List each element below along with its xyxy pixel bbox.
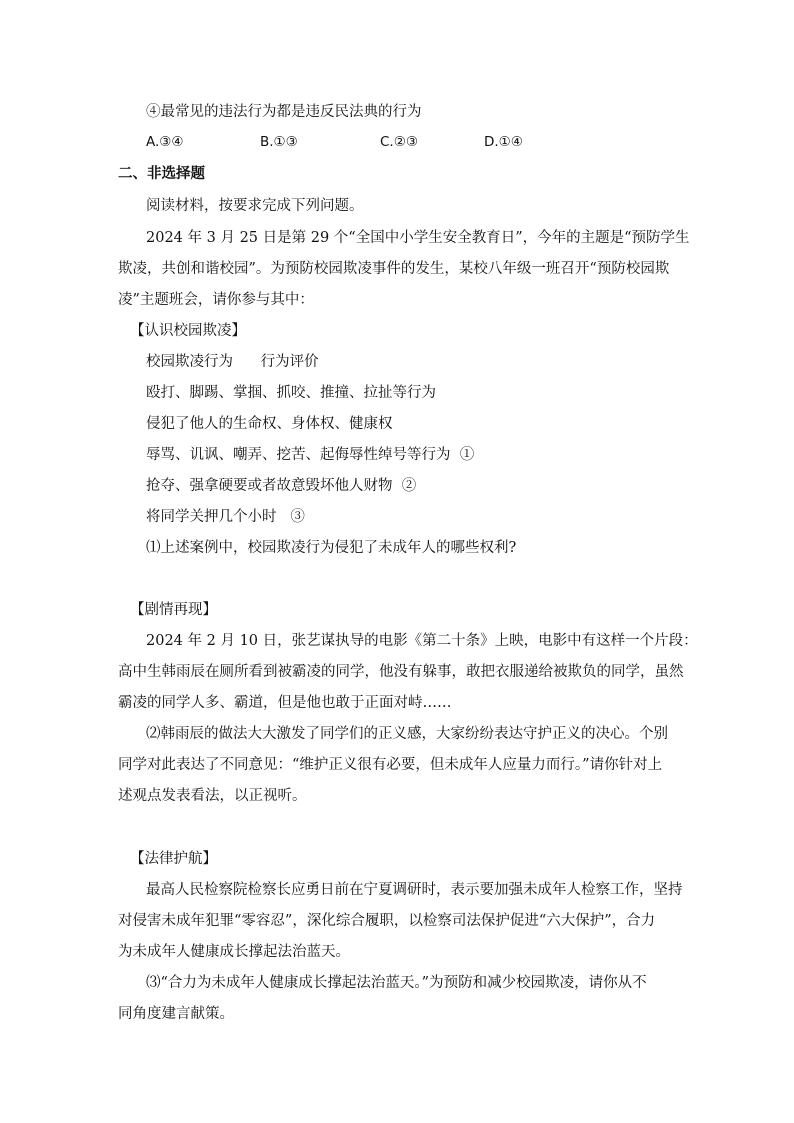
law-line: 对侵害未成年犯罪“零容忍”，深化综合履职，以检察司法保护促进“六大保护”，合力 [118, 913, 656, 929]
table-row: 抢夺、强拿硬要或者故意毁坏他人财物 ② [146, 478, 417, 494]
table-row: 侵犯了他人的生命权、身体权、健康权 [146, 416, 393, 432]
option-b: B.①③ [260, 134, 298, 150]
question-2-line: 同学对此表达了不同意见：“维护正义很有必要，但未成年人应量力而行。”请你针对上 [118, 757, 663, 773]
intro-line: 2024 年 3 月 25 日是第 29 个“全国中小学生安全教育日”，今年的主题是“预防学生 [146, 230, 690, 246]
question-3-line: ⑶“合力为未成年人健康成长撑起法治蓝天。”为预防和减少校园欺凌，请你从不 [146, 975, 647, 991]
question-3-line: 同角度建言献策。 [118, 1006, 234, 1022]
table-row: 殴打、脚踢、掌掴、抓咬、推撞、拉扯等行为 [146, 385, 436, 401]
table-row: 辱骂、讥讽、嘲弄、挖苦、起侮辱性绰号等行为 ① [146, 447, 475, 463]
option-d: D.①④ [484, 134, 523, 150]
statement-4: ④最常见的违法行为都是违反民法典的行为 [146, 104, 422, 120]
story-line: 霸凌的同学人多、霸道，但是他也敢于正面对峙…… [118, 695, 452, 711]
part2-title: 【剧情再现】 [130, 602, 217, 618]
table-header: 校园欺凌行为 行为评价 [146, 354, 319, 370]
option-a: A.③④ [146, 134, 184, 150]
option-c: C.②③ [380, 134, 418, 150]
question-1: ⑴上述案例中，校园欺凌行为侵犯了未成年人的哪些权利? [146, 540, 517, 556]
law-line: 最高人民检察院检察长应勇日前在宁夏调研时，表示要加强未成年人检察工作，坚持 [146, 882, 683, 898]
table-row: 将同学关押几个小时 ③ [146, 509, 305, 525]
intro-line: 凌”主题班会，请你参与其中： [118, 292, 314, 308]
story-line: 2024 年 2 月 10 日，张艺谋执导的电影《第二十条》上映，电影中有这样一个片段： [146, 633, 698, 649]
law-line: 为未成年人健康成长撑起法治蓝天。 [118, 944, 350, 960]
part1-title: 【认识校园欺凌】 [130, 323, 246, 339]
question-2-line: ⑵韩雨辰的做法大大激发了同学们的正义感，大家纷纷表达守护正义的决心。个别 [146, 726, 668, 742]
part3-title: 【法律护航】 [130, 851, 217, 867]
intro-line: 欺凌，共创和谐校园”。为预防校园欺凌事件的发生，某校八年级一班召开“预防校园欺 [118, 261, 670, 277]
question-2-line: 述观点发表看法，以正视听。 [118, 788, 307, 804]
instruction: 阅读材料，按要求完成下列问题。 [146, 198, 364, 214]
section-heading: 二、非选择题 [118, 165, 205, 182]
story-line: 高中生韩雨辰在厕所看到被霸凌的同学，他没有躲事，敢把衣服递给被欺负的同学，虽然 [118, 664, 684, 680]
